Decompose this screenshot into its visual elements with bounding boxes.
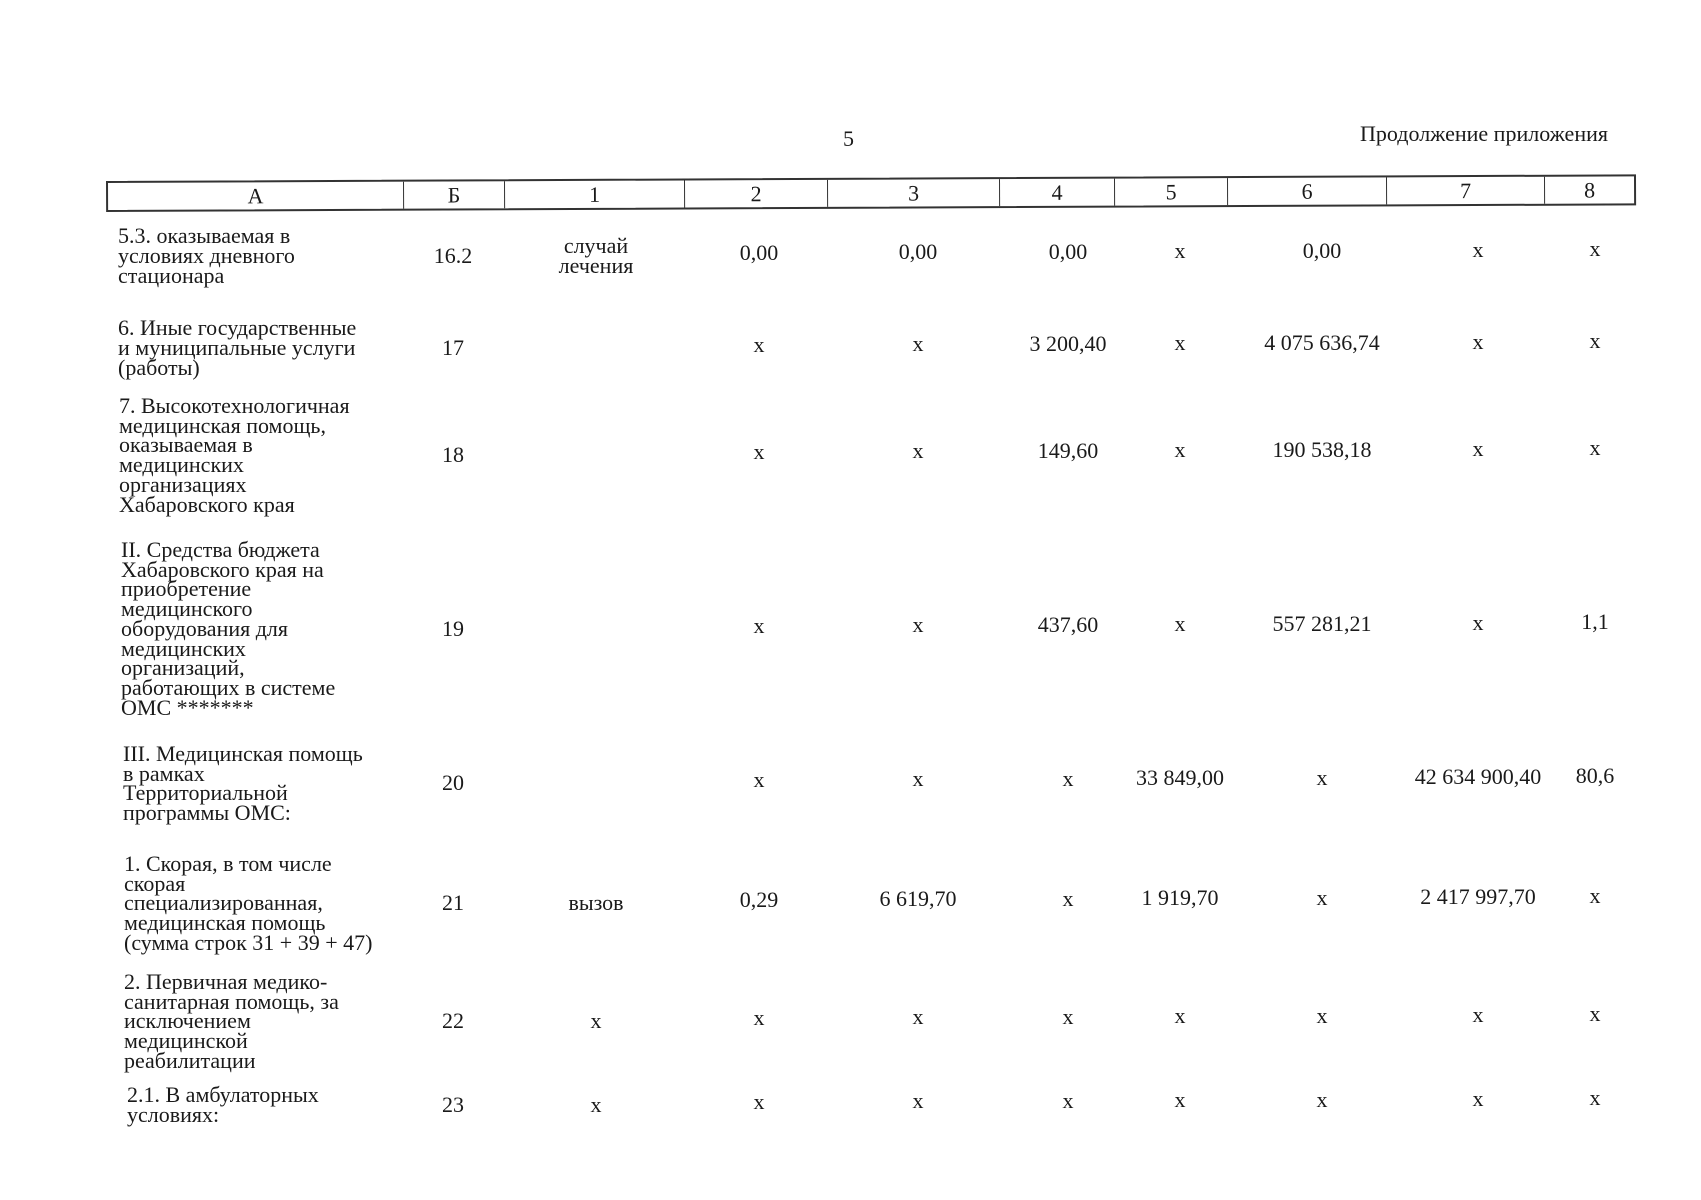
row-label-line: медицинская помощь	[124, 910, 326, 936]
cell-col-4: х	[1062, 1004, 1074, 1030]
cell-col-5: х	[1174, 1086, 1186, 1112]
cell-col-6: 190 538,18	[1272, 437, 1372, 463]
cell-col-7: х	[1472, 609, 1484, 635]
row-label-line: стационара	[118, 263, 225, 288]
cell-col-2: х	[753, 1088, 765, 1114]
row-unit	[506, 233, 686, 278]
row-label-line: 2. Первичная медико-	[124, 969, 328, 994]
row-label-line: условиях:	[127, 1101, 220, 1127]
column-header-3: 3	[828, 179, 1000, 207]
cell-col-3: х	[912, 611, 924, 637]
row-label-line: III. Медицинская помощь	[123, 741, 363, 766]
row-label	[124, 851, 373, 955]
column-header-5: 5	[1115, 178, 1228, 205]
row-label-line: санитарная помощь, за	[124, 988, 339, 1014]
cell-col-5: х	[1174, 437, 1186, 463]
row-label-line: 6. Иные государственные	[118, 315, 357, 340]
row-label	[123, 741, 363, 826]
row-label-line: оборудования для	[121, 615, 289, 641]
cell-col-4: 0,00	[1048, 239, 1088, 264]
cell-col-2: х	[753, 612, 765, 638]
row-label-line: приобретение	[121, 576, 252, 602]
row-unit-line: х	[590, 1008, 602, 1034]
cell-col-2: 0,00	[739, 240, 779, 265]
row-unit-line: вызов	[568, 890, 624, 916]
cell-col-2: х	[753, 332, 765, 357]
row-unit	[506, 890, 686, 916]
cell-col-8: х	[1589, 236, 1601, 261]
cell-col-5: х	[1174, 238, 1186, 263]
row-label-line: работающих в системе	[121, 674, 336, 700]
cell-col-5: х	[1174, 330, 1186, 355]
row-code: 18	[442, 442, 464, 468]
row-label-line: ОМС *******	[121, 694, 254, 720]
row-label	[124, 969, 339, 1073]
row-label-line: оказываемая в	[119, 432, 253, 458]
cell-col-2: х	[753, 1005, 765, 1031]
cell-col-3: х	[912, 331, 924, 356]
cell-col-8: х	[1589, 1001, 1601, 1027]
row-label-line: (работы)	[118, 355, 200, 380]
cell-col-3: х	[912, 1004, 924, 1030]
cell-col-8: 80,6	[1575, 763, 1615, 789]
cell-col-3: х	[912, 1087, 924, 1113]
row-label	[118, 315, 357, 380]
cell-col-2: х	[753, 767, 765, 793]
cell-col-3: 6 619,70	[879, 886, 957, 912]
row-label-line: условиях дневного	[118, 243, 295, 268]
cell-col-3: х	[912, 766, 924, 792]
cell-col-7: х	[1472, 237, 1484, 262]
column-header-6: 6	[1228, 177, 1387, 205]
row-label-line: 2.1. В амбулаторных	[127, 1082, 319, 1107]
cell-col-4: 149,60	[1037, 438, 1099, 464]
cell-col-3: х	[912, 438, 924, 464]
column-header-8: 8	[1583, 177, 1596, 203]
row-label-line: программы ОМС:	[123, 800, 291, 826]
cell-col-6: х	[1316, 1086, 1328, 1112]
cell-col-6: х	[1316, 1003, 1328, 1029]
row-label-line: 7. Высокотехнологичная	[119, 393, 350, 418]
cell-col-7: х	[1472, 436, 1484, 462]
cell-col-7: х	[1472, 1002, 1484, 1028]
row-code: 16.2	[433, 243, 473, 268]
cell-col-8: х	[1589, 435, 1601, 461]
row-label-line: Хабаровского края	[119, 491, 295, 517]
row-unit	[506, 1008, 686, 1034]
cell-col-4: х	[1062, 886, 1074, 912]
row-label-line: медицинского	[121, 596, 253, 622]
row-code: 17	[442, 335, 464, 360]
cell-col-8: х	[1589, 1084, 1601, 1110]
row-label-line: 1. Скорая, в том числе	[124, 851, 332, 876]
cell-col-4: 3 200,40	[1029, 331, 1107, 356]
row-label-line: и муниципальные услуги	[118, 335, 356, 360]
row-label-line: (сумма строк 31 + 39 + 47)	[124, 929, 373, 955]
cell-col-2: х	[753, 439, 765, 465]
row-label-line: организаций,	[121, 655, 245, 681]
cell-col-6: х	[1316, 765, 1328, 791]
cell-col-3: 0,00	[898, 239, 938, 264]
cell-col-5: 1 919,70	[1141, 885, 1219, 911]
row-label-line: медицинская помощь,	[119, 412, 326, 438]
row-unit-line: лечения	[558, 253, 634, 278]
row-label	[118, 223, 295, 288]
row-label-line: Территориальной	[123, 780, 288, 806]
cell-col-5: 33 849,00	[1136, 765, 1224, 791]
column-header-4: 4	[1000, 179, 1115, 207]
row-label-line: медицинских	[121, 635, 246, 661]
row-code: 22	[442, 1008, 464, 1034]
page-number: 5	[843, 126, 854, 151]
row-label-line: скорая	[124, 870, 186, 896]
row-code: 21	[442, 890, 464, 916]
row-label	[127, 1082, 319, 1127]
row-label	[121, 537, 336, 720]
cell-col-5: х	[1174, 610, 1186, 636]
row-code: 19	[442, 615, 464, 641]
row-code: 20	[442, 770, 464, 796]
column-header-a: А	[108, 182, 404, 210]
cell-col-4: х	[1062, 766, 1074, 792]
row-label	[119, 393, 350, 517]
row-label-line: 5.3. оказываемая в	[118, 223, 291, 248]
cell-col-4: х	[1062, 1087, 1074, 1113]
row-label-line: в рамках	[123, 760, 205, 786]
cell-col-7: х	[1472, 329, 1484, 354]
cell-col-4: 437,60	[1037, 611, 1099, 637]
cell-col-2: 0,29	[739, 887, 779, 913]
column-header-7: 7	[1387, 177, 1545, 205]
cell-col-8: 1,1	[1581, 608, 1609, 634]
column-header-1: 1	[505, 180, 685, 208]
row-unit-line: случай	[563, 233, 629, 258]
row-label-line: реабилитации	[124, 1047, 256, 1073]
row-unit-line: х	[590, 1091, 602, 1117]
cell-col-6: 557 281,21	[1272, 610, 1372, 636]
cell-col-6: 4 075 636,74	[1264, 330, 1380, 355]
row-label-line: медицинской	[124, 1028, 248, 1054]
continuation-label: Продолжение приложения	[1360, 121, 1608, 146]
row-label-line: специализированная,	[124, 890, 323, 916]
row-unit	[506, 1091, 686, 1117]
column-header-2: 2	[685, 180, 828, 208]
cell-col-6: 0,00	[1302, 238, 1342, 263]
cell-col-7: х	[1472, 1085, 1484, 1111]
cell-col-6: х	[1316, 885, 1328, 911]
row-code: 23	[442, 1091, 464, 1117]
column-header-b: Б	[404, 181, 505, 208]
row-label-line: медицинских	[119, 452, 244, 478]
cell-col-8: х	[1589, 883, 1601, 909]
table-column-header	[106, 174, 1636, 212]
row-label-line: Хабаровского края на	[121, 556, 324, 582]
cell-col-7: 42 634 900,40	[1414, 764, 1542, 790]
cell-col-8: х	[1589, 328, 1601, 353]
cell-col-5: х	[1174, 1003, 1186, 1029]
cell-col-7: 2 417 997,70	[1420, 884, 1536, 910]
row-label-line: организациях	[119, 471, 247, 497]
row-label-line: II. Средства бюджета	[121, 537, 320, 562]
row-label-line: исключением	[124, 1008, 251, 1034]
